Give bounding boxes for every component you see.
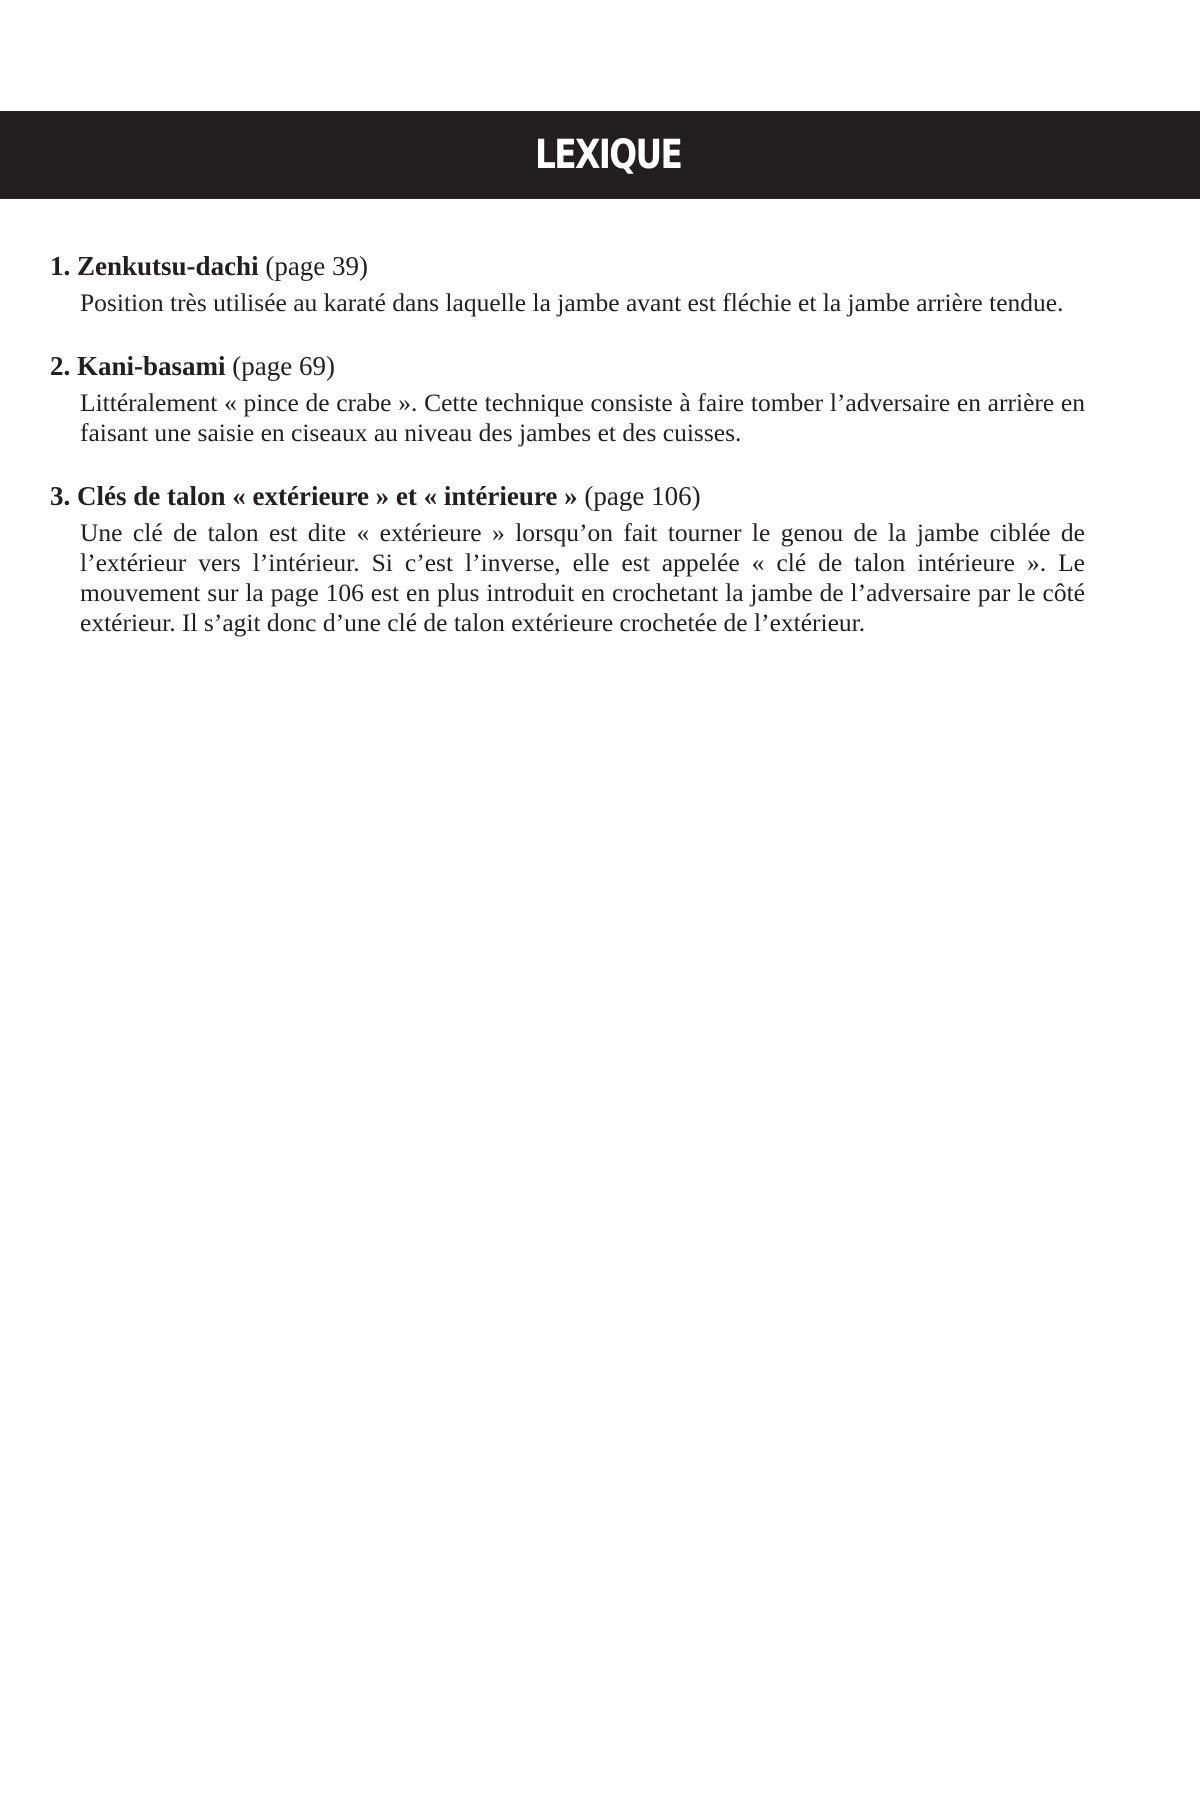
entry-page-ref: (page 106) <box>584 481 701 511</box>
header-band <box>0 111 1200 199</box>
entry-number: 3. <box>50 481 71 511</box>
entry-heading <box>50 248 1085 284</box>
entry-heading <box>50 348 1085 384</box>
entry-page-ref: (page 39) <box>265 251 369 281</box>
entry-term: Zenkutsu-dachi <box>77 251 259 281</box>
lexicon-list <box>50 248 1085 668</box>
entry-number: 1. <box>50 251 71 281</box>
entry-page-ref: (page 69) <box>232 351 335 381</box>
lexicon-entry <box>50 248 1085 318</box>
entry-description: Littéralement « pince de crabe ». Cette technique consiste à faire tomber l’adversaire en arrière en faisant une saisie en ciseaux au niveau des jambes et des cuisses. <box>80 388 1085 447</box>
lexicon-entry <box>50 478 1085 638</box>
page-title: LEXIQUE <box>534 132 682 178</box>
entry-heading <box>50 478 1085 514</box>
entry-description: Position très utilisée au karaté dans laquelle la jambe avant est fléchie et la jambe arrière tendue. <box>80 288 1064 317</box>
entry-description: Une clé de talon est dite « extérieure » lorsqu’on fait tourner le genou de la jambe ciblée de l’extérieur vers l’intérieur. Si c’est l’inverse, elle est appelée « clé de talon intérieure ». Le mouvement sur la page 106 est en plus introduit en crochetant la jambe de l’adversaire par le côté extérieur. Il s’agit donc d’une clé de talon extérieure crochetée de l’extérieur. <box>80 518 1085 637</box>
entry-number: 2. <box>50 351 71 381</box>
entry-term: Kani-basami <box>77 351 226 381</box>
lexicon-entry <box>50 348 1085 448</box>
entry-term: Clés de talon « extérieure » et « intérieure » <box>77 481 578 511</box>
